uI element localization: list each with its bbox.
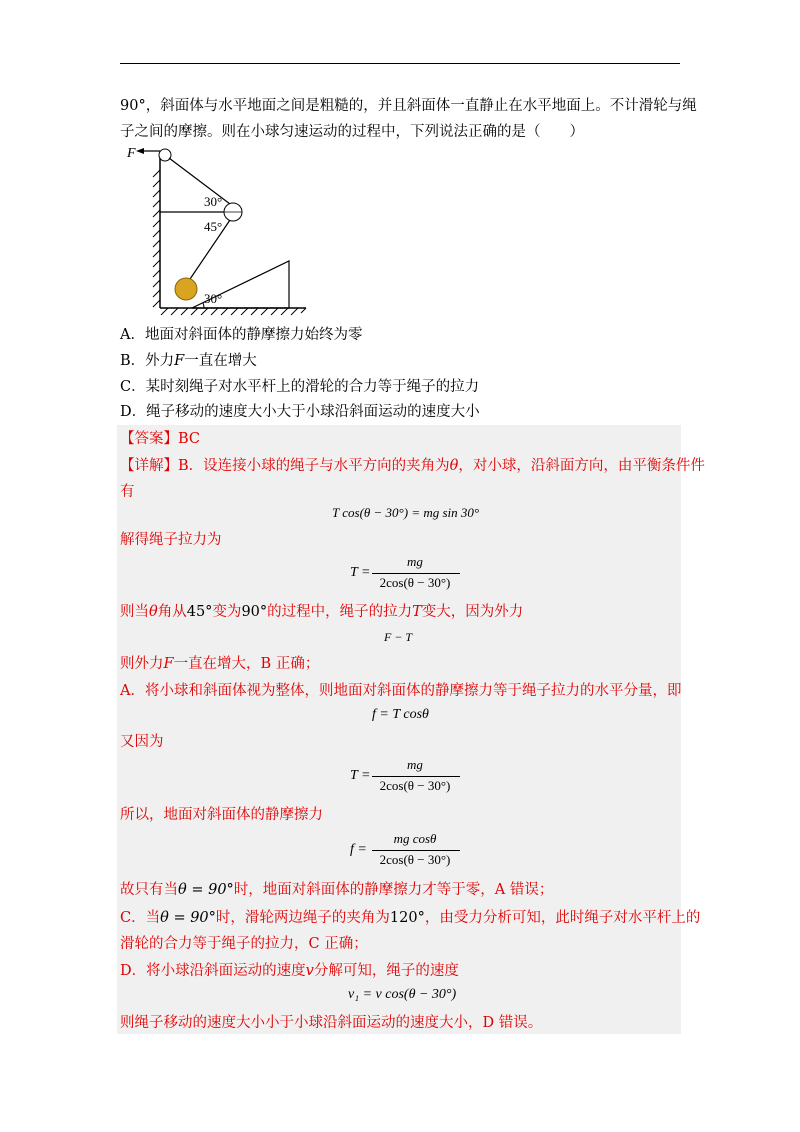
- physics-figure: [120, 140, 310, 320]
- answer-label: 【答案】BC: [120, 431, 201, 447]
- force-label: F: [127, 146, 136, 161]
- option-a: A．地面对斜面体的静摩擦力始终为零: [120, 327, 363, 343]
- option-d: D．绳子移动的速度大小大于小球沿斜面运动的速度大小: [120, 404, 480, 420]
- equation-equilibrium: T cos(θ − 30°) = mg sin 30°: [332, 505, 480, 520]
- c-analysis-line-1: C．当θ = 90°时，滑轮两边绳子的夹角为120°，由受力分析可知，此时绳子对水平杆上的: [120, 910, 701, 926]
- fraction-tension-2: T = mg 2cos(θ − 30°): [350, 759, 460, 799]
- b-conclusion: 则外力F一直在增大，B 正确；: [120, 656, 320, 672]
- angle-label-30: 30°: [204, 194, 223, 209]
- equation-friction: f = T cosθ: [372, 707, 429, 722]
- ball: [175, 278, 197, 300]
- d-analysis: D．将小球沿斜面运动的速度v分解可知，绳子的速度: [120, 963, 459, 979]
- detail-line-1: 【详解】B．设连接小球的绳子与水平方向的夹角为θ，对小球，沿斜面方向，由平衡条件件: [120, 458, 705, 474]
- a-conclusion: 故只有当θ = 90°时，地面对斜面体的静摩擦力才等于零，A 错误；: [120, 882, 554, 898]
- detail-line-2: 有: [120, 484, 135, 500]
- question-line-1: 90°，斜面体与水平地面之间是粗糙的，并且斜面体一直静止在水平地面上。不计滑轮与绳: [120, 98, 697, 114]
- question-line-2: 子之间的摩擦。则在小球匀速运动的过程中，下列说法正确的是（ ）: [120, 124, 584, 140]
- equation-velocity: v₁ = v cos(θ − 30°): [348, 987, 457, 1002]
- again-text: 又因为: [120, 734, 164, 750]
- when-line: 则当θ角从45°变为90°的过程中，绳子的拉力T变大，因为外力: [120, 604, 524, 620]
- angle-label-45: 45°: [204, 219, 223, 234]
- angle-label-incline: 30°: [204, 291, 223, 306]
- fraction-friction: f = mg cosθ 2cos(θ − 30°): [350, 833, 460, 873]
- fraction-tension-1: T = mg 2cos(θ − 30°): [350, 556, 460, 596]
- header-rule: [120, 63, 680, 64]
- option-c: C．某时刻绳子对水平杆上的滑轮的合力等于绳子的拉力: [120, 379, 480, 395]
- a-analysis: A．将小球和斜面体视为整体，则地面对斜面体的静摩擦力等于绳子拉力的水平分量，即: [120, 683, 682, 699]
- option-b: B．外力F一直在增大: [120, 353, 257, 369]
- c-analysis-line-2: 滑轮的合力等于绳子的拉力，C 正确；: [120, 936, 368, 952]
- so-text: 所以，地面对斜面体的静摩擦力: [120, 807, 323, 823]
- d-conclusion: 则绳子移动的速度大小小于小球沿斜面运动的速度大小，D 错误。: [120, 1015, 543, 1031]
- equation-F-T: F − T: [384, 630, 413, 644]
- solve-text: 解得绳子拉力为: [120, 532, 222, 548]
